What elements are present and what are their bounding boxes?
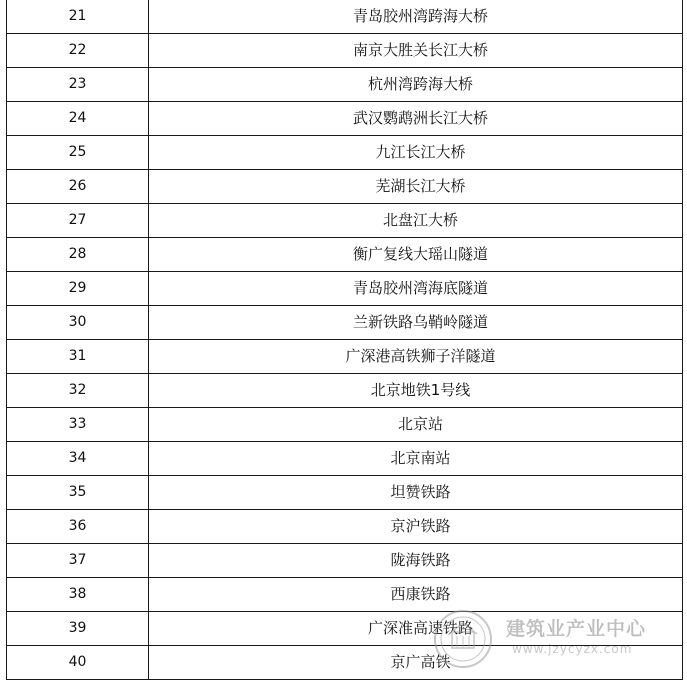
table-row xyxy=(7,102,683,136)
table-row xyxy=(7,34,683,68)
row-number-cell: 24 xyxy=(7,102,149,136)
project-name-cell: 南京大胜关长江大桥 xyxy=(149,34,683,68)
project-name-cell: 广深准高速铁路 xyxy=(149,612,683,646)
project-name-cell: 北京地铁1号线 xyxy=(149,374,683,408)
row-number-cell: 21 xyxy=(7,0,149,34)
project-name-cell: 青岛胶州湾海底隧道 xyxy=(149,272,683,306)
row-number-cell: 31 xyxy=(7,340,149,374)
table-row xyxy=(7,578,683,612)
table-row xyxy=(7,238,683,272)
row-number-cell: 36 xyxy=(7,510,149,544)
row-number-cell: 22 xyxy=(7,34,149,68)
table-row xyxy=(7,544,683,578)
table-body xyxy=(7,0,683,680)
project-name-cell: 北盘江大桥 xyxy=(149,204,683,238)
row-number-cell: 40 xyxy=(7,646,149,680)
project-name-cell: 杭州湾跨海大桥 xyxy=(149,68,683,102)
project-name-cell: 京沪铁路 xyxy=(149,510,683,544)
project-table-container xyxy=(6,0,682,680)
table-row xyxy=(7,374,683,408)
row-number-cell: 34 xyxy=(7,442,149,476)
table-row xyxy=(7,510,683,544)
table-row xyxy=(7,442,683,476)
project-table xyxy=(6,0,683,680)
row-number-cell: 25 xyxy=(7,136,149,170)
table-row xyxy=(7,408,683,442)
table-row xyxy=(7,204,683,238)
row-number-cell: 27 xyxy=(7,204,149,238)
row-number-cell: 37 xyxy=(7,544,149,578)
project-name-cell: 西康铁路 xyxy=(149,578,683,612)
project-name-cell: 芜湖长江大桥 xyxy=(149,170,683,204)
project-name-cell: 兰新铁路乌鞘岭隧道 xyxy=(149,306,683,340)
table-row xyxy=(7,340,683,374)
row-number-cell: 39 xyxy=(7,612,149,646)
table-row xyxy=(7,646,683,680)
row-number-cell: 23 xyxy=(7,68,149,102)
watermark-url: www.jzycyzx.com xyxy=(512,642,633,656)
table-row xyxy=(7,170,683,204)
project-name-cell: 九江长江大桥 xyxy=(149,136,683,170)
table-row xyxy=(7,68,683,102)
project-name-cell: 坦赞铁路 xyxy=(149,476,683,510)
row-number-cell: 38 xyxy=(7,578,149,612)
row-number-cell: 29 xyxy=(7,272,149,306)
table-row xyxy=(7,272,683,306)
row-number-cell: 28 xyxy=(7,238,149,272)
row-number-cell: 30 xyxy=(7,306,149,340)
watermark-name: 建筑业产业中心 xyxy=(506,618,647,640)
project-name-cell: 衡广复线大瑶山隧道 xyxy=(149,238,683,272)
project-name-cell: 陇海铁路 xyxy=(149,544,683,578)
row-number-cell: 32 xyxy=(7,374,149,408)
table-row xyxy=(7,136,683,170)
project-name-cell: 北京南站 xyxy=(149,442,683,476)
project-name-cell: 青岛胶州湾跨海大桥 xyxy=(149,0,683,34)
table-row xyxy=(7,476,683,510)
project-name-cell: 京广高铁 xyxy=(149,646,683,680)
table-row xyxy=(7,306,683,340)
table-row xyxy=(7,612,683,646)
row-number-cell: 35 xyxy=(7,476,149,510)
project-name-cell: 武汉鹦鹉洲长江大桥 xyxy=(149,102,683,136)
row-number-cell: 26 xyxy=(7,170,149,204)
row-number-cell: 33 xyxy=(7,408,149,442)
project-name-cell: 广深港高铁狮子洋隧道 xyxy=(149,340,683,374)
table-row xyxy=(7,0,683,34)
project-name-cell: 北京站 xyxy=(149,408,683,442)
